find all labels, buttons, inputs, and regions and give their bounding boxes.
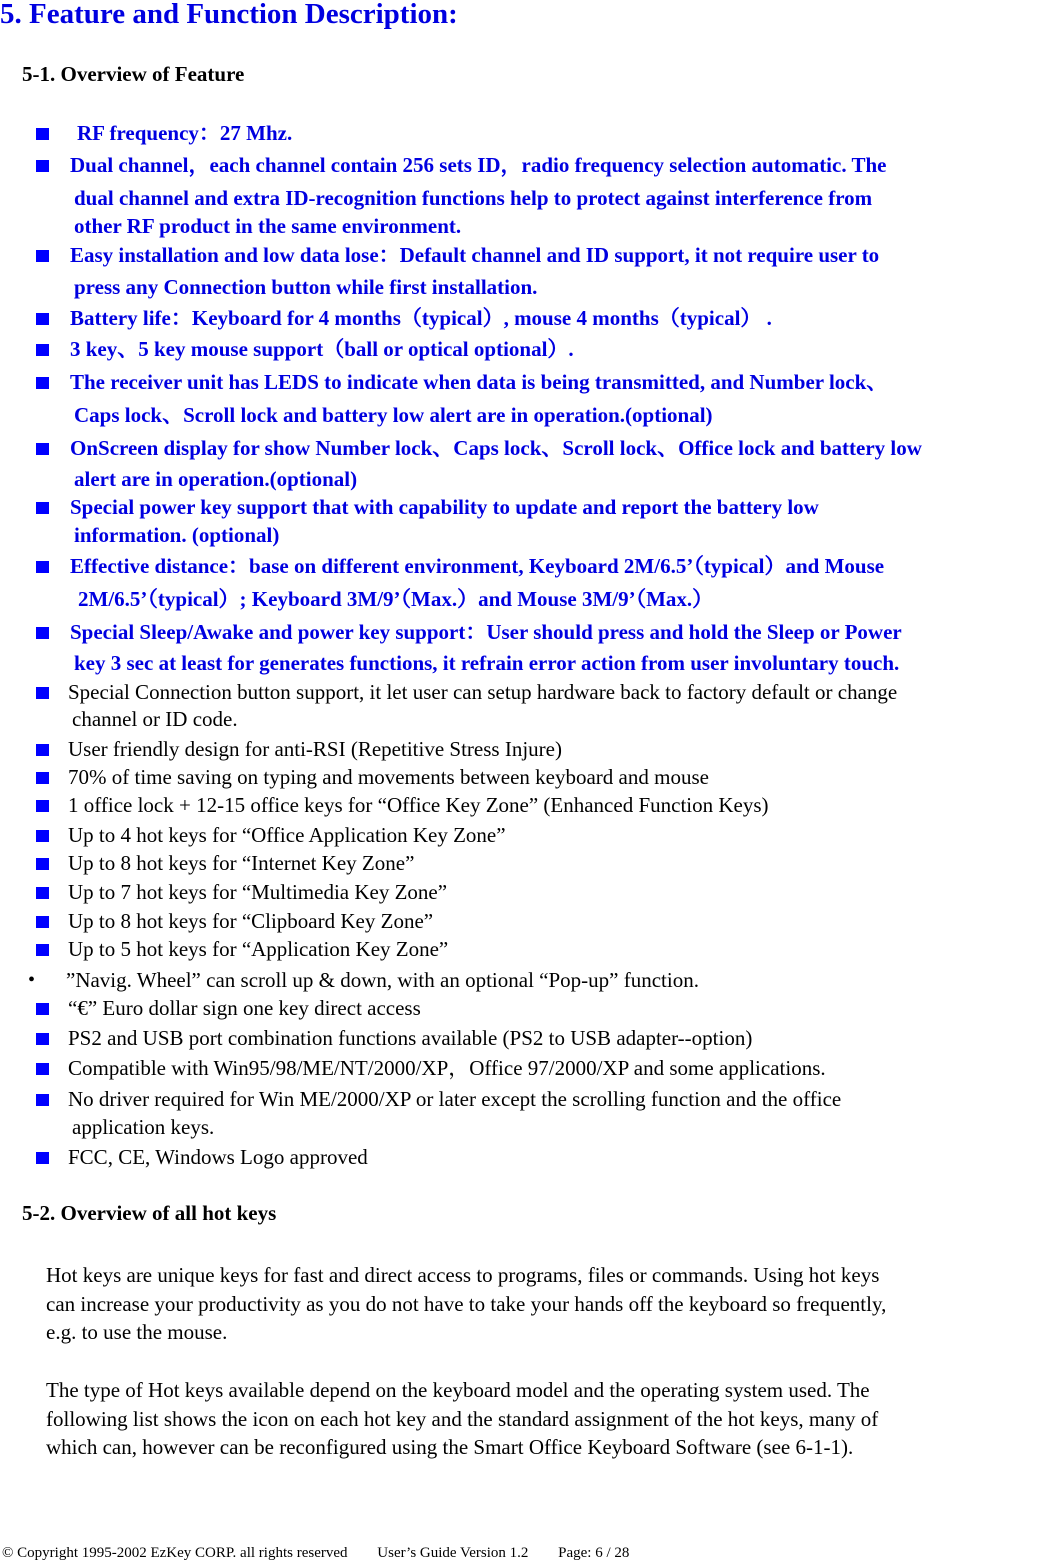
- page-heading: 5. Feature and Function Description:: [0, 0, 458, 30]
- feature-line: OnScreen display for show Number lock、Caps lock、Scroll lock、Office lock and battery low: [70, 436, 922, 460]
- feature-line: Up to 8 hot keys for “Clipboard Key Zone”: [68, 909, 434, 933]
- feature-line: information. (optional): [74, 523, 280, 547]
- square-bullet-icon: [36, 858, 49, 870]
- feature-line: Caps lock、Scroll lock and battery low alert are in operation.(optional): [74, 403, 713, 427]
- square-bullet-icon: [36, 160, 49, 172]
- square-bullet-icon: [36, 1152, 49, 1164]
- feature-line: Up to 7 hot keys for “Multimedia Key Zone”: [68, 880, 448, 904]
- section-title-overview-of-feature: 5-1. Overview of Feature: [22, 62, 245, 86]
- square-bullet-icon: [36, 627, 49, 639]
- square-bullet-icon: [36, 313, 49, 325]
- square-bullet-icon: [36, 887, 49, 899]
- feature-line: No driver required for Win ME/2000/XP or later except the scrolling function and the office: [68, 1087, 842, 1111]
- feature-line: User friendly design for anti-RSI (Repetitive Stress Injure): [68, 737, 562, 761]
- feature-line: Up to 5 hot keys for “Application Key Zone”: [68, 937, 449, 961]
- section-title-overview-of-hot-keys: 5-2. Overview of all hot keys: [22, 1201, 277, 1225]
- feature-line: 3 key、5 key mouse support（ball or optical optional）.: [70, 337, 574, 361]
- paragraph-line: which can, however can be reconfigured using the Smart Office Keyboard Software (see 6-1-1).: [46, 1435, 854, 1459]
- square-bullet-icon: [36, 830, 49, 842]
- paragraph-line: Hot keys are unique keys for fast and direct access to programs, files or commands. Using hot keys: [46, 1263, 880, 1287]
- feature-line: ”Navig. Wheel” can scroll up & down, with an optional “Pop-up” function.: [66, 968, 699, 992]
- square-bullet-icon: [36, 377, 49, 389]
- guide-version: User’s Guide Version 1.2: [377, 1545, 529, 1561]
- feature-line: Effective distance：base on different environment, Keyboard 2M/6.5’（typical）and Mouse: [70, 554, 885, 578]
- paragraph-line: following list shows the icon on each hot key and the standard assignment of the hot keys, many of: [46, 1406, 879, 1431]
- square-bullet-icon: [36, 772, 49, 784]
- paragraph-line: can increase your productivity as you do not have to take your hands off the keyboard so frequently,: [46, 1291, 887, 1316]
- paragraph-line: e.g. to use the mouse.: [46, 1320, 228, 1344]
- feature-line: 70% of time saving on typing and movements between keyboard and mouse: [68, 765, 709, 789]
- square-bullet-icon: [36, 744, 49, 756]
- square-bullet-icon: [36, 344, 49, 356]
- copyright-notice: © Copyright 1995-2002 EzKey CORP. all rights reserved: [2, 1545, 348, 1561]
- feature-line: key 3 sec at least for generates functions, it refrain error action from user involuntary touch.: [74, 651, 900, 675]
- square-bullet-icon: [36, 502, 49, 514]
- square-bullet-icon: [36, 944, 49, 956]
- feature-line: 1 office lock + 12-15 office keys for “Office Key Zone” (Enhanced Function Keys): [68, 793, 769, 817]
- feature-line: RF frequency：27 Mhz.: [77, 121, 293, 145]
- feature-line: Special Sleep/Awake and power key support：User should press and hold the Sleep or Power: [70, 620, 902, 644]
- feature-line: Up to 4 hot keys for “Office Application Key Zone”: [68, 823, 506, 847]
- square-bullet-icon: [36, 128, 49, 140]
- square-bullet-icon: [36, 1033, 49, 1045]
- square-bullet-icon: [36, 250, 49, 262]
- feature-line: “€” Euro dollar sign one key direct access: [68, 996, 421, 1020]
- square-bullet-icon: [36, 1003, 49, 1015]
- square-bullet-icon: [36, 1063, 49, 1075]
- square-bullet-icon: [36, 443, 49, 455]
- feature-line: Dual channel，each channel contain 256 sets ID，radio frequency selection automatic. The: [70, 153, 887, 177]
- feature-line: 2M/6.5’（typical）; Keyboard 3M/9’（Max.）and Mouse 3M/9’（Max.）: [78, 587, 714, 611]
- feature-line: Up to 8 hot keys for “Internet Key Zone”: [68, 851, 415, 875]
- feature-line: The receiver unit has LEDS to indicate when data is being transmitted, and Number lock、: [70, 370, 888, 394]
- feature-line: other RF product in the same environment.: [74, 214, 462, 238]
- round-bullet-icon: •: [28, 969, 36, 991]
- feature-line: channel or ID code.: [72, 707, 238, 731]
- feature-line: dual channel and extra ID-recognition functions help to protect against interference from: [74, 186, 873, 210]
- feature-line: FCC, CE, Windows Logo approved: [68, 1145, 368, 1169]
- feature-line: press any Connection button while first installation.: [74, 275, 538, 299]
- page-number: Page: 6 / 28: [558, 1545, 630, 1561]
- paragraph-line: The type of Hot keys available depend on the keyboard model and the operating system used. The: [46, 1378, 870, 1402]
- feature-line: application keys.: [72, 1115, 215, 1139]
- feature-line: Battery life：Keyboard for 4 months（typical）, mouse 4 months（typical） .: [70, 306, 772, 330]
- page-footer: [2, 1545, 655, 1562]
- square-bullet-icon: [36, 916, 49, 928]
- feature-line: alert are in operation.(optional): [74, 467, 358, 491]
- feature-line: Easy installation and low data lose：Default channel and ID support, it not require user to: [70, 243, 880, 267]
- square-bullet-icon: [36, 561, 49, 573]
- square-bullet-icon: [36, 800, 49, 812]
- feature-line: PS2 and USB port combination functions available (PS2 to USB adapter--option): [68, 1026, 753, 1050]
- square-bullet-icon: [36, 687, 49, 699]
- feature-line: Special power key support that with capability to update and report the battery low: [70, 495, 819, 519]
- feature-line: Compatible with Win95/98/ME/NT/2000/XP，Office 97/2000/XP and some applications.: [68, 1056, 826, 1080]
- feature-line: Special Connection button support, it let user can setup hardware back to factory default or change: [68, 680, 898, 704]
- square-bullet-icon: [36, 1094, 49, 1106]
